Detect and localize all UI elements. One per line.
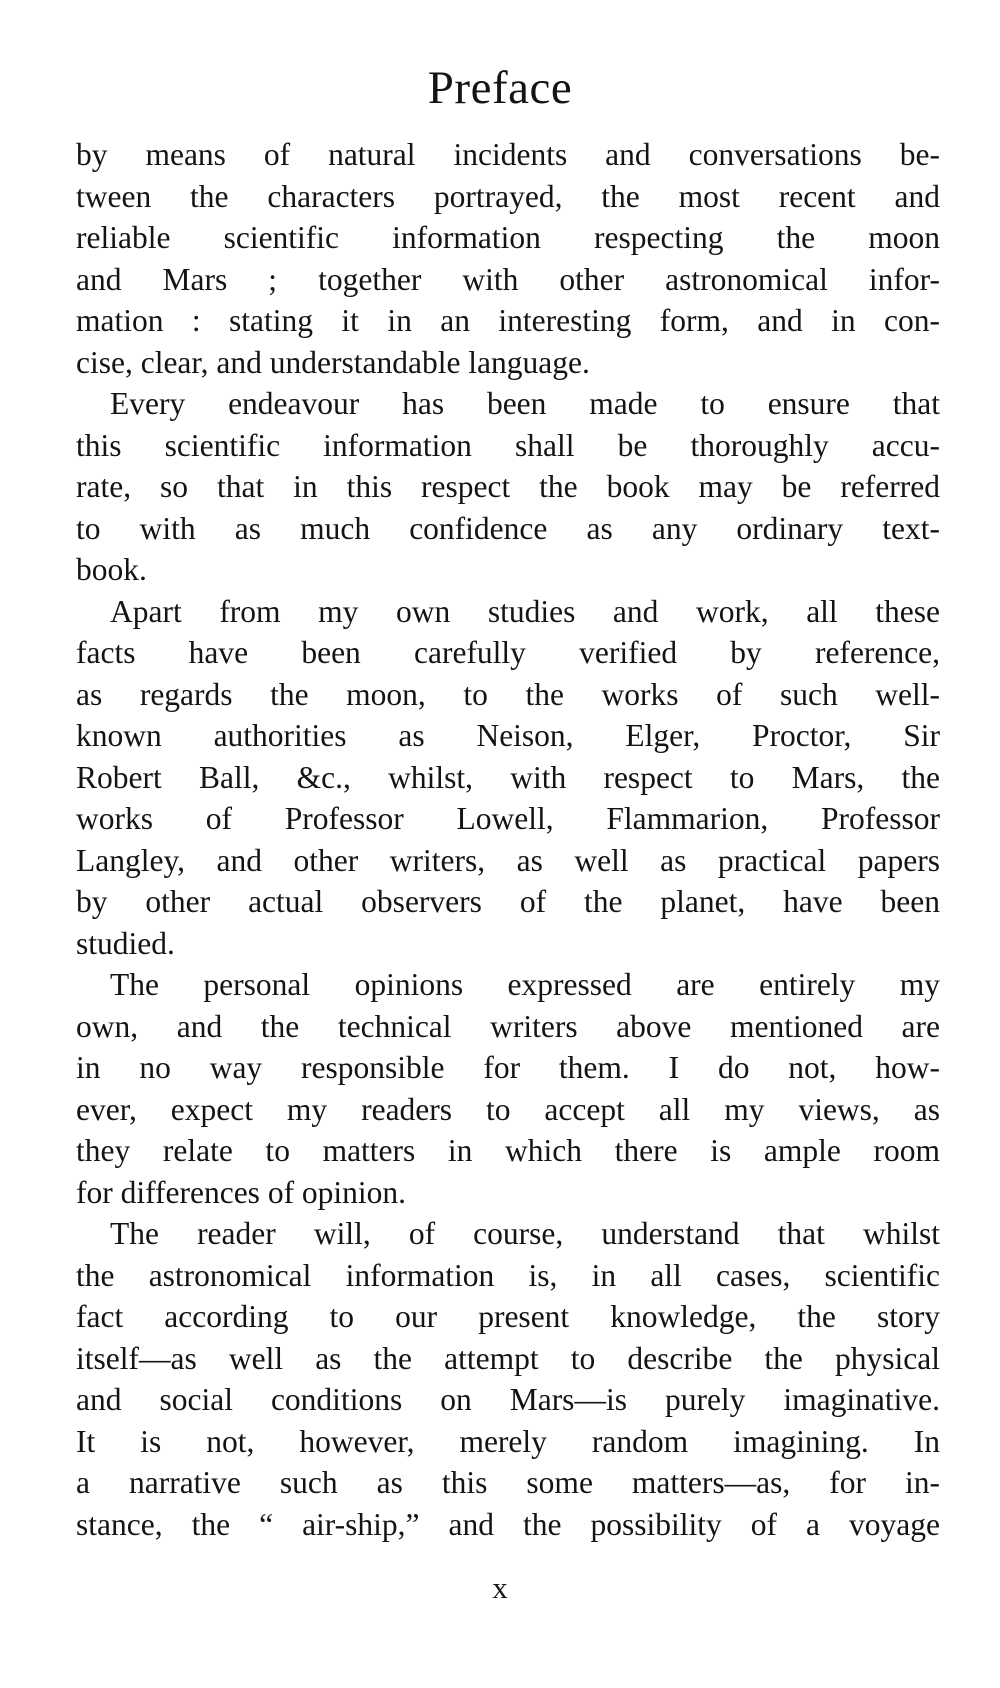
text-line: The personal opinions expressed are entirely my (110, 967, 940, 1002)
text-line: stance, the “ air-ship,” and the possibility of a voyage (76, 1506, 940, 1542)
text-line: It is not, however, merely random imagining. In (76, 1423, 940, 1459)
text-line: by means of natural incidents and conversations be- (76, 137, 940, 172)
text-line: they relate to matters in which there is ample room (76, 1133, 940, 1168)
running-head: Preface (427, 62, 573, 114)
text-line: and social conditions on Mars—is purely imaginative. (76, 1382, 940, 1417)
body-text (76, 134, 940, 1545)
text-line: studied. (76, 925, 175, 961)
text-line: to with as much confidence as any ordinary text- (76, 510, 940, 546)
text-line: the astronomical information is, in all cases, scientific (76, 1257, 940, 1293)
text-line: and Mars ; together with other astronomical infor- (76, 261, 940, 297)
text-line: reliable scientific information respecting the moon (76, 220, 940, 255)
text-line: The reader will, of course, understand that whilst (110, 1216, 940, 1251)
paragraph-2 (76, 383, 940, 591)
text-line: Apart from my own studies and work, all these (110, 593, 940, 629)
text-line: known authorities as Neison, Elger, Proctor, Sir (76, 718, 940, 753)
text-line: works of Professor Lowell, Flammarion, Professor (76, 801, 940, 836)
text-line: fact according to our present knowledge, the story (76, 1299, 940, 1334)
text-line: own, and the technical writers above mentioned are (76, 1008, 940, 1044)
text-line: rate, so that in this respect the book may be referred (76, 469, 940, 504)
paragraph-3 (76, 591, 940, 965)
text-line: a narrative such as this some matters—as, for in- (76, 1465, 940, 1500)
page-number: x (492, 1570, 508, 1605)
text-line: this scientific information shall be thoroughly accu- (76, 427, 940, 463)
text-line: Every endeavour has been made to ensure that (110, 386, 940, 421)
text-line: Langley, and other writers, as well as practical papers (76, 842, 940, 878)
text-line: mation : stating it in an interesting form, and in con- (76, 303, 940, 338)
text-line: facts have been carefully verified by reference, (76, 635, 940, 670)
paragraph-5 (76, 1213, 940, 1545)
text-line: in no way responsible for them. I do not, how- (76, 1050, 940, 1085)
paragraph-1 (76, 134, 940, 383)
text-line: tween the characters portrayed, the most recent and (76, 178, 940, 214)
text-line: for differences of opinion. (76, 1174, 407, 1210)
text-line: book. (76, 552, 147, 587)
text-line: Robert Ball, &c., whilst, with respect to Mars, the (76, 759, 940, 795)
paragraph-4 (76, 964, 940, 1213)
text-line: as regards the moon, to the works of such well- (76, 676, 940, 712)
text-line: cise, clear, and understandable language. (76, 344, 590, 380)
text-line: ever, expect my readers to accept all my views, as (76, 1091, 940, 1127)
text-line: by other actual observers of the planet, have been (76, 884, 940, 919)
text-line: itself—as well as the attempt to describe the physical (76, 1340, 940, 1376)
